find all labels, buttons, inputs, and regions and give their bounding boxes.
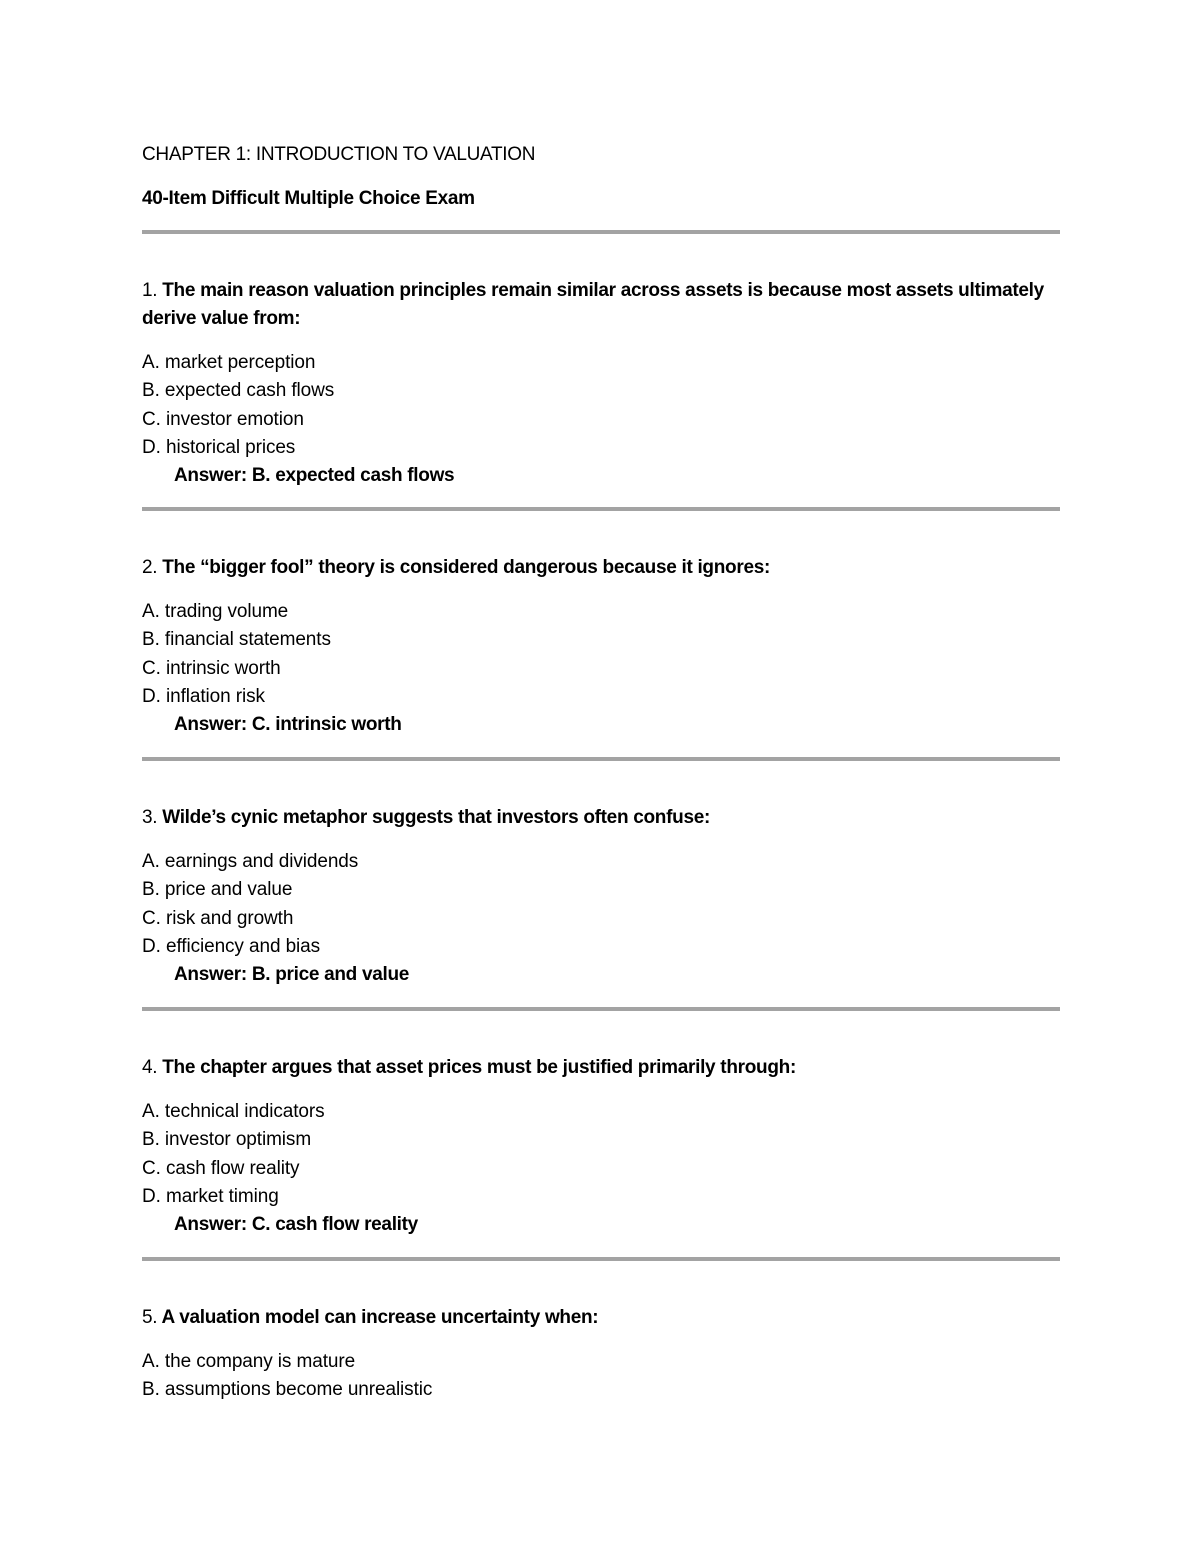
question-number: 5.: [142, 1307, 158, 1328]
option-d: D. inflation risk: [142, 685, 265, 707]
question-number: 2.: [142, 557, 158, 578]
question-1: [142, 234, 1060, 507]
question-text: [142, 804, 1060, 832]
question-5: [142, 1261, 1060, 1405]
option-d: D. historical prices: [142, 436, 296, 458]
option-a: A. trading volume: [142, 601, 289, 622]
answer-key: Answer: C. intrinsic worth: [174, 714, 402, 736]
option-c: C. intrinsic worth: [142, 657, 281, 679]
exam-page: [142, 141, 1060, 1405]
question-stem: Wilde’s cynic metaphor suggests that investors often confuse:: [162, 807, 711, 828]
option-c: C. risk and growth: [142, 907, 294, 929]
question-2: [142, 511, 1060, 757]
option-list: [142, 848, 1060, 961]
option-list: [142, 598, 1060, 711]
option-b: B. financial statements: [142, 629, 331, 651]
option-d: D. efficiency and bias: [142, 935, 321, 957]
option-c: C. cash flow reality: [142, 1157, 300, 1179]
option-list: [142, 349, 1060, 462]
page-subtitle: 40-Item Difficult Multiple Choice Exam: [142, 188, 475, 209]
question-stem: A valuation model can increase uncertainty when:: [161, 1307, 599, 1328]
question-text: [142, 554, 1060, 582]
option-list: [142, 1348, 1060, 1405]
option-a: A. earnings and dividends: [142, 851, 359, 872]
question-4: [142, 1011, 1060, 1257]
option-list: [142, 1098, 1060, 1211]
option-a: A. the company is mature: [142, 1351, 356, 1372]
question-number: 4.: [142, 1057, 158, 1078]
question-number: 3.: [142, 807, 158, 828]
question-text: [142, 1054, 1060, 1082]
question-text: [142, 277, 1060, 333]
question-stem: The “bigger fool” theory is considered dangerous because it ignores:: [162, 557, 771, 578]
option-b: B. assumptions become unrealistic: [142, 1379, 433, 1401]
page-title: CHAPTER 1: INTRODUCTION TO VALUATION: [142, 144, 536, 165]
question-stem: The main reason valuation principles remain similar across assets is because most assets ultimately derive value from:: [142, 280, 1044, 329]
option-b: B. price and value: [142, 879, 293, 901]
question-3: [142, 761, 1060, 1007]
option-c: C. investor emotion: [142, 408, 304, 430]
question-number: 1.: [142, 280, 158, 301]
answer-key: Answer: B. price and value: [174, 964, 410, 986]
question-text: [142, 1304, 1060, 1332]
question-stem: The chapter argues that asset prices must be justified primarily through:: [162, 1057, 796, 1078]
option-a: A. technical indicators: [142, 1101, 325, 1122]
option-b: B. investor optimism: [142, 1129, 312, 1151]
option-b: B. expected cash flows: [142, 380, 335, 402]
option-d: D. market timing: [142, 1185, 279, 1207]
option-a: A. market perception: [142, 352, 316, 373]
answer-key: Answer: C. cash flow reality: [174, 1214, 418, 1236]
answer-key: Answer: B. expected cash flows: [174, 465, 455, 487]
